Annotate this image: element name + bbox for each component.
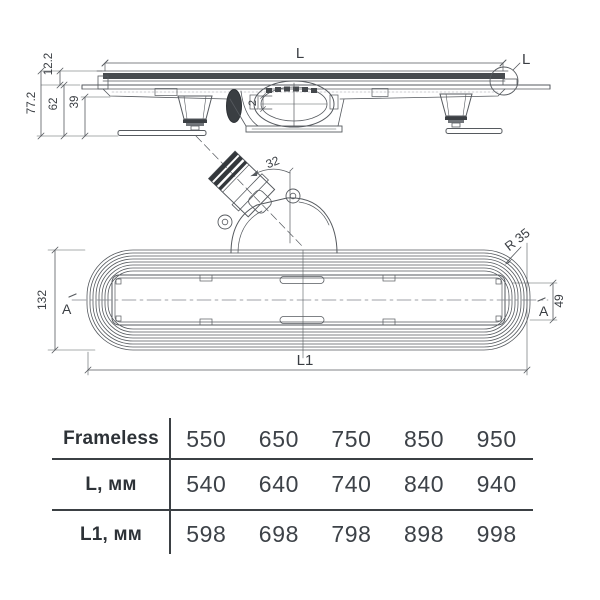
leveling-foot-left: [118, 96, 212, 136]
section-mark-right: [538, 298, 545, 301]
table-cell: 950: [476, 425, 517, 452]
trap-dome: [218, 189, 337, 253]
dim-width: [48, 247, 95, 353]
dim-12-2-label: 12.2: [43, 52, 55, 76]
grate-bar: [97, 71, 508, 81]
dim-132-label: 132: [35, 289, 49, 311]
dim-L-label: L: [295, 45, 305, 62]
dim-49-label: 49: [552, 294, 566, 308]
dim-62-label: 62: [48, 97, 60, 111]
table-cell: 850: [404, 425, 445, 452]
table-cell: 750: [331, 425, 372, 452]
section-label-left: A: [62, 301, 72, 317]
dim-77-2-label: 77.2: [26, 91, 38, 115]
mounting-ear-right: [286, 189, 300, 203]
plan-view: [35, 225, 566, 375]
table-row-L: [52, 460, 533, 511]
table-row-frameless: [52, 420, 533, 460]
table-cell: 898: [404, 521, 445, 547]
dim-R35-label: R 35: [501, 225, 533, 254]
table-cell: 740: [331, 471, 372, 497]
outlet-assembly: [196, 136, 337, 253]
table-cell: 650: [258, 425, 299, 452]
dim-39-label: 39: [69, 95, 81, 109]
table-cell: 550: [186, 425, 227, 452]
row-label: L1, мм: [79, 523, 143, 545]
side-view: [26, 45, 550, 139]
table-cell: 940: [476, 471, 517, 497]
dim-2-label: 2: [247, 99, 259, 107]
section-label-right: A: [539, 303, 549, 319]
detail-L-label: L: [522, 51, 531, 68]
dim-L1-label: L1: [296, 352, 314, 369]
table-row-L1: [52, 511, 533, 558]
section-mark-left: [69, 294, 76, 297]
table-cell: 540: [186, 471, 227, 497]
table-divider: [169, 418, 171, 554]
size-table: [52, 420, 533, 558]
dim-32-label: 32: [263, 153, 282, 172]
row-label: L, мм: [85, 473, 137, 495]
table-cell: 998: [476, 521, 517, 547]
table-cell: 640: [258, 471, 299, 497]
row-label: Frameless: [63, 428, 159, 449]
mounting-ear-left: [218, 215, 232, 229]
leveling-foot-right: [440, 94, 502, 134]
table-cell: 698: [258, 521, 299, 547]
table-cell: 798: [331, 521, 372, 547]
channel-flange: [82, 76, 550, 99]
table-cell: 840: [404, 471, 445, 497]
table-cell: 598: [186, 521, 227, 547]
dim-pipe-angle: [251, 168, 293, 243]
